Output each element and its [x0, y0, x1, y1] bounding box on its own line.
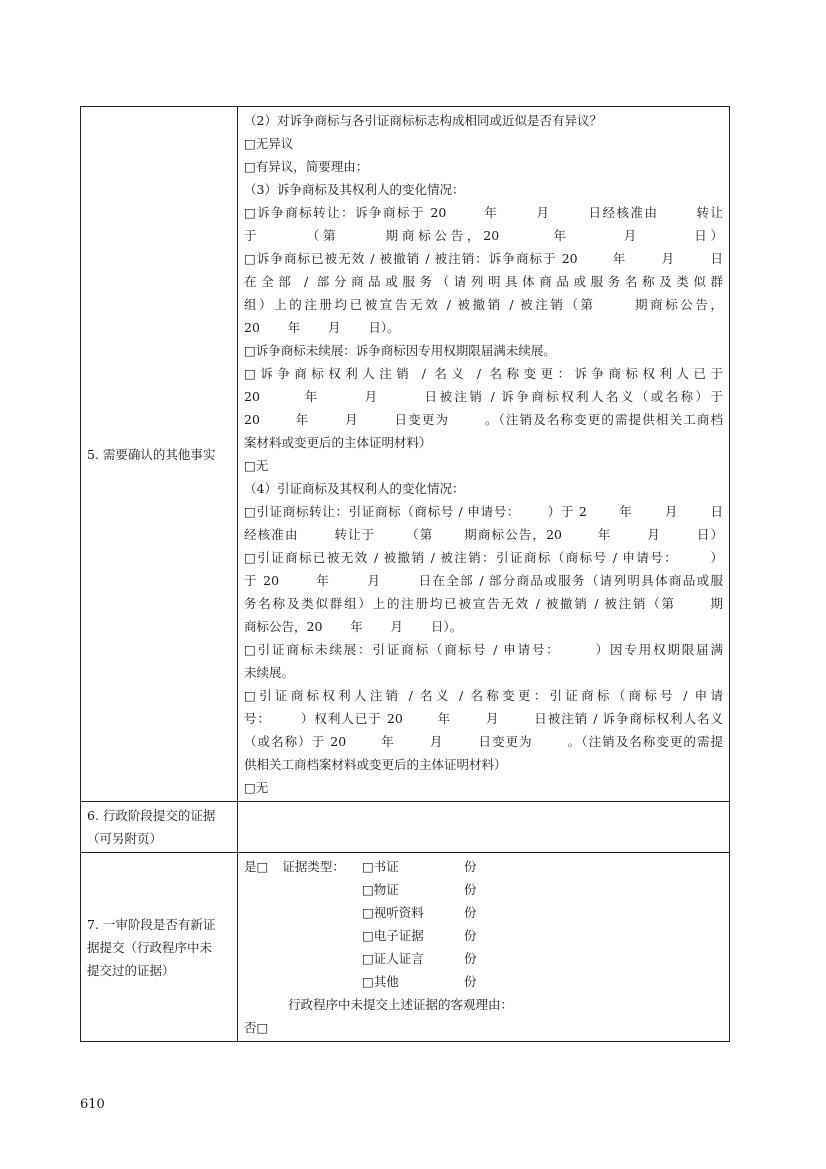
section5-line[interactable]: □无异议: [244, 136, 294, 151]
evidence-type-checkbox[interactable]: □其他: [362, 974, 399, 989]
section5-line: 号： ）权利人已于 20 年 月 日被注销 / 诉争商标权利人名义: [244, 711, 723, 726]
evidence-type-row: [244, 970, 723, 993]
evidence-type-row: [244, 878, 723, 901]
evidence-type-list: [244, 855, 723, 993]
section5-line[interactable]: □引证商标已被无效 / 被撤销 / 被注销：引证商标（商标号 / 申请号： ）: [244, 550, 723, 565]
yes-checkbox[interactable]: 是□: [244, 859, 269, 874]
evidence-type-checkbox[interactable]: □书证: [362, 859, 399, 874]
section5-line: （或名称）于 20 年 月 日变更为 。（注销及名称变更的需提: [244, 734, 723, 749]
section5-line[interactable]: □诉争商标权利人注销 / 名义 / 名称变更：诉争商标权利人已于: [244, 366, 723, 381]
evidence-type-row: [244, 855, 723, 878]
section5-line[interactable]: □引证商标权利人注销 / 名义 / 名称变更：引证商标（商标号 / 申请: [244, 688, 723, 703]
section5-line: 组）上的注册均已被宣告无效 / 被撤销 / 被注销（第 期商标公告，: [244, 297, 723, 312]
section7-label-line1: 7. 一审阶段是否有新证: [87, 916, 216, 932]
section5-line: 案材料或变更后的主体证明材料）: [244, 435, 432, 450]
section5-content: [238, 107, 730, 802]
section5-line: 20 年 月 日变更为 。（注销及名称变更的需提供相关工商档: [244, 412, 723, 427]
section5-line: 于 （第 期商标公告，20 年 月 日）: [244, 228, 723, 243]
evidence-type-checkbox[interactable]: □视听资料: [362, 905, 424, 920]
section5-line[interactable]: □诉争商标未续展：诉争商标因专用权期限届满未续展。: [244, 343, 556, 358]
section7-content: [238, 853, 730, 1042]
evidence-count-unit: 份: [464, 859, 477, 874]
evidence-type-checkbox[interactable]: □电子证据: [362, 928, 424, 943]
section5-label: 5. 需要确认的其他事实: [81, 107, 238, 802]
section5-row: [81, 107, 730, 802]
evidence-count-unit: 份: [464, 905, 477, 920]
section7-label-line3: 提交过的证据）: [87, 962, 175, 978]
section7-row: [81, 853, 730, 1042]
evidence-count-unit: 份: [464, 951, 477, 966]
section5-line[interactable]: □诉争商标转让：诉争商标于 20 年 月 日经核准由 转让: [244, 205, 723, 220]
section5-line: 未续展。: [244, 665, 295, 680]
evidence-type-label: 证据类型：: [282, 859, 345, 874]
evidence-type-row: [244, 947, 723, 970]
section5-line[interactable]: □诉争商标已被无效 / 被撤销 / 被注销：诉争商标于 20 年 月 日: [244, 251, 723, 266]
section5-line: 供相关工商档案材料或变更后的主体证明材料）: [244, 757, 507, 772]
section6-row: [81, 802, 730, 853]
section6-label-line1: 6. 行政阶段提交的证据: [87, 808, 216, 823]
evidence-count-unit: 份: [464, 974, 477, 989]
section5-line: 20 年 月 日被注销 / 诉争商标权利人名义（或名称）于: [244, 389, 723, 404]
application-form-table: [80, 106, 730, 1042]
section5-line: 商标公告，20 年 月 日）。: [244, 619, 463, 634]
evidence-type-row: [244, 924, 723, 947]
section5-line: （3）诉争商标及其权利人的变化情况：: [244, 182, 465, 197]
section5-line: 20 年 月 日）。: [244, 320, 400, 335]
reason-label: 行政程序中未提交上述证据的客观理由：: [288, 997, 514, 1012]
section5-line: 于 20 年 月 日在全部 / 部分商品或服务（请列明具体商品或服: [244, 573, 723, 588]
section5-line[interactable]: □引证商标转让：引证商标（商标号 / 申请号： ）于 2 年 月 日: [244, 504, 723, 519]
evidence-type-row: [244, 901, 723, 924]
section6-label: [81, 802, 238, 853]
section5-line: （2）对诉争商标与各引证商标标志构成相同或近似是否有异议？: [244, 113, 602, 128]
section7-label: [81, 853, 238, 1042]
section7-label-line2: 据提交（行政程序中未: [87, 939, 213, 955]
evidence-count-unit: 份: [464, 928, 477, 943]
evidence-type-checkbox[interactable]: □证人证言: [362, 951, 424, 966]
section5-line[interactable]: □有异议，简要理由：: [244, 159, 369, 174]
section6-evidence-field[interactable]: [238, 802, 730, 853]
page-number: 610: [80, 1097, 105, 1112]
section6-label-line2: （可另附页）: [87, 831, 163, 846]
section5-line: （4）引证商标及其权利人的变化情况：: [244, 481, 465, 496]
section5-line[interactable]: □无: [244, 780, 269, 795]
section5-line[interactable]: □无: [244, 458, 269, 473]
section5-line[interactable]: □引证商标未续展：引证商标（商标号 / 申请号： ）因专用权期限届满: [244, 642, 723, 657]
evidence-type-checkbox[interactable]: □物证: [362, 882, 399, 897]
section5-line: 在全部 / 部分商品或服务（请列明具体商品或服务名称及类似群: [244, 274, 723, 289]
evidence-count-unit: 份: [464, 882, 477, 897]
section5-line: 务名称及类似群组）上的注册均已被宣告无效 / 被撤销 / 被注销（第 期: [244, 596, 723, 611]
section5-line: 经核准由 转让于 （第 期商标公告，20 年 月 日）: [244, 527, 723, 542]
no-checkbox[interactable]: 否□: [244, 1020, 269, 1035]
